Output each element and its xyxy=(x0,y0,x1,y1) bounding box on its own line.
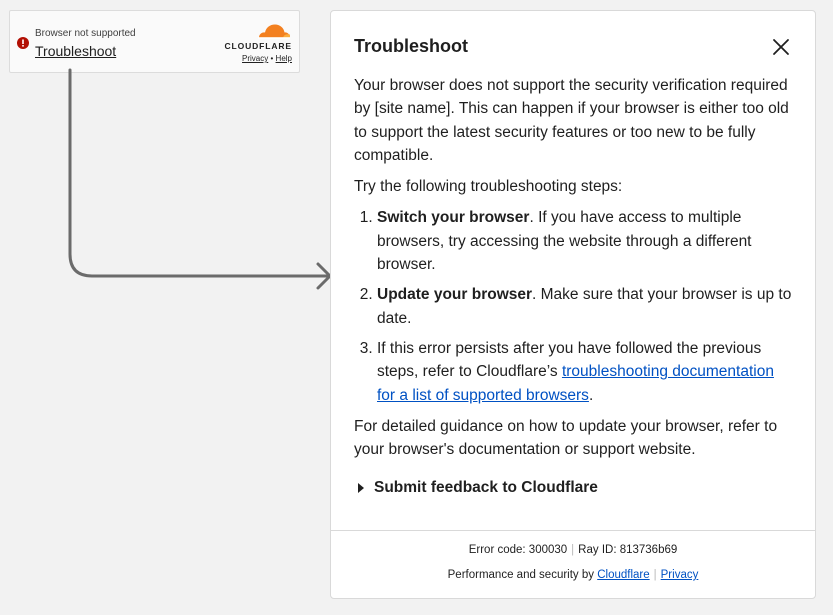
footer-privacy-link[interactable]: Privacy xyxy=(660,569,699,581)
link-separator: • xyxy=(270,54,274,63)
footer-separator-2: | xyxy=(653,569,657,581)
submit-feedback-toggle[interactable] xyxy=(358,479,598,497)
submit-feedback-label: Submit feedback to Cloudflare xyxy=(374,479,598,496)
error-code: Error code: 300030 xyxy=(468,544,568,556)
guidance-text: For detailed guidance on how to update your browser, refer to your browser's documentation or support website. xyxy=(354,417,778,459)
widget-privacy-link[interactable]: Privacy xyxy=(242,54,269,63)
footer-cloudflare-link[interactable]: Cloudflare xyxy=(597,569,650,581)
performance-text: Performance and security by xyxy=(447,569,595,581)
footer-separator: | xyxy=(571,544,575,556)
widget-help-link[interactable]: Help xyxy=(275,54,292,63)
steps-heading: Try the following troubleshooting steps: xyxy=(354,178,623,196)
panel-footer xyxy=(331,530,815,598)
cloudflare-wordmark: CLOUDFLARE xyxy=(224,41,292,51)
intro-text: Your browser does not support the security verification required by [site name]. This can happen if your browser is either too old to support the latest security features or too new to be fully compatible. xyxy=(354,77,789,164)
step-switch-browser: 1. Switch your browser. If you have access to multiple browsers, try accessing the website through a different browser. xyxy=(377,206,794,276)
close-icon[interactable] xyxy=(771,37,791,57)
caret-right-icon xyxy=(358,483,364,493)
troubleshoot-panel xyxy=(330,10,816,599)
step-update-browser: 2. Update your browser. Make sure that your browser is up to date. xyxy=(377,283,794,330)
status-text: Browser not supported xyxy=(35,28,136,39)
ray-id: Ray ID: 813736b69 xyxy=(578,544,678,556)
step-refer-docs: 3. If this error persists after you have followed the previous steps, refer to Cloudflare’s troubleshooting documentation for a list of supported browsers. xyxy=(377,337,794,407)
steps-list xyxy=(354,206,794,406)
troubleshoot-link[interactable]: Troubleshoot xyxy=(35,43,117,59)
troubleshooting-docs-link[interactable]: troubleshooting documentation for a list of supported browsers xyxy=(377,363,774,404)
panel-title: Troubleshoot xyxy=(354,36,468,56)
